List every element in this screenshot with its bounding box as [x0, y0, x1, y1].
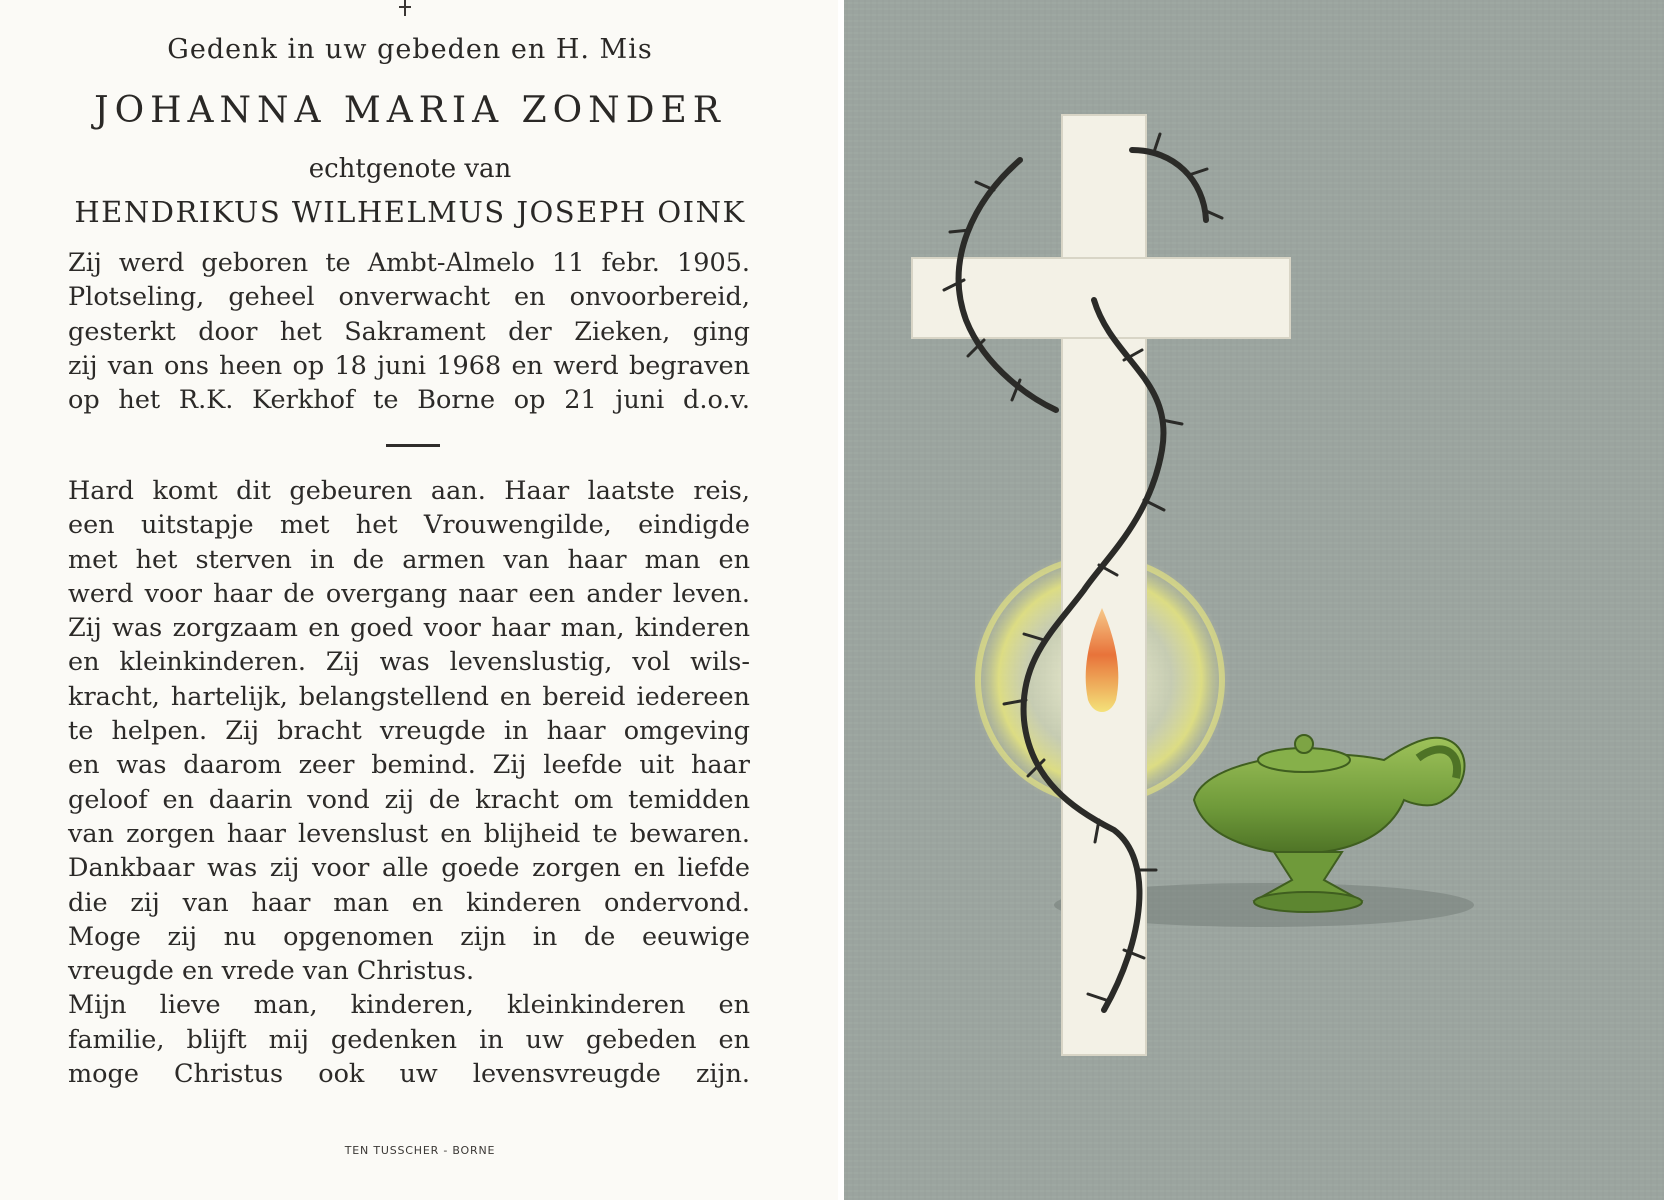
eulogy-line: Mijn lieve man, kinderen, kleinkinderen en	[68, 990, 750, 1021]
eulogy-line: met het sterven in de armen van haar man en	[68, 544, 750, 575]
devotional-picture	[844, 0, 1664, 1200]
eulogy-line: Moge zij nu opgenomen zijn in de eeuwige	[68, 921, 750, 952]
eulogy-paragraph	[68, 474, 750, 1091]
eulogy-line: Hard komt dit gebeuren aan. Haar laatste reis,	[68, 476, 750, 506]
divider	[386, 444, 440, 447]
facts-line: Plotseling, geheel onverwacht en onvoorbereid,	[68, 282, 750, 313]
facts-line: gesterkt door het Sakrament der Zieken, ging	[68, 316, 750, 347]
printer-imprint: TEN TUSSCHER - BORNE	[344, 1144, 496, 1157]
eulogy-line: Dankbaar was zij voor alle goede zorgen en liefde	[68, 853, 750, 884]
eulogy-line: Zij was zorgzaam en goed voor haar man, kinderen	[68, 613, 750, 644]
eulogy-line: familie, blijft mij gedenken in uw gebeden en	[68, 1024, 750, 1055]
small-cross-icon	[404, 0, 406, 16]
eulogy-line: en kleinkinderen. Zij was levenslustig, vol wils-	[68, 647, 750, 678]
invocation: Gedenk in uw gebeden en H. Mis	[167, 34, 653, 65]
picture-canvas	[844, 0, 1664, 1200]
facts-paragraph	[68, 246, 750, 417]
eulogy-line: werd voor haar de overgang naar een ander leven.	[68, 578, 750, 609]
eulogy-line: geloof en daarin vond zij de kracht om temidden	[68, 784, 750, 815]
eulogy-line: te helpen. Zij bracht vreugde in haar omgeving	[68, 716, 750, 747]
facts-line: Zij werd geboren te Ambt-Almelo 11 febr. 1905.	[68, 248, 750, 278]
deceased-name: JOHANNA MARIA ZONDER	[94, 90, 726, 131]
eulogy-line: van zorgen haar levenslust en blijheid te bewaren.	[68, 818, 750, 849]
eulogy-line: en was daarom zeer bemind. Zij leefde uit haar	[68, 750, 750, 781]
eulogy-line: een uitstapje met het Vrouwengilde, eindigde	[68, 510, 750, 541]
spouse-label: echtgenote van	[308, 154, 512, 184]
eulogy-line: kracht, hartelijk, belangstellend en bereid iedereen	[68, 681, 750, 712]
eulogy-line: vreugde en vrede van Christus.	[68, 956, 475, 987]
eulogy-line: moge Christus ook uw levensvreugde zijn.	[68, 1059, 750, 1090]
facts-line: op het R.K. Kerkhof te Borne op 21 juni d.o.v.	[68, 385, 750, 416]
spouse-name: HENDRIKUS WILHELMUS JOSEPH OINK	[74, 195, 746, 229]
eulogy-line: die zij van haar man en kinderen ondervond.	[68, 887, 750, 918]
facts-line: zij van ons heen op 18 juni 1968 en werd begraven	[68, 350, 750, 381]
fabric-background	[844, 0, 1664, 1200]
